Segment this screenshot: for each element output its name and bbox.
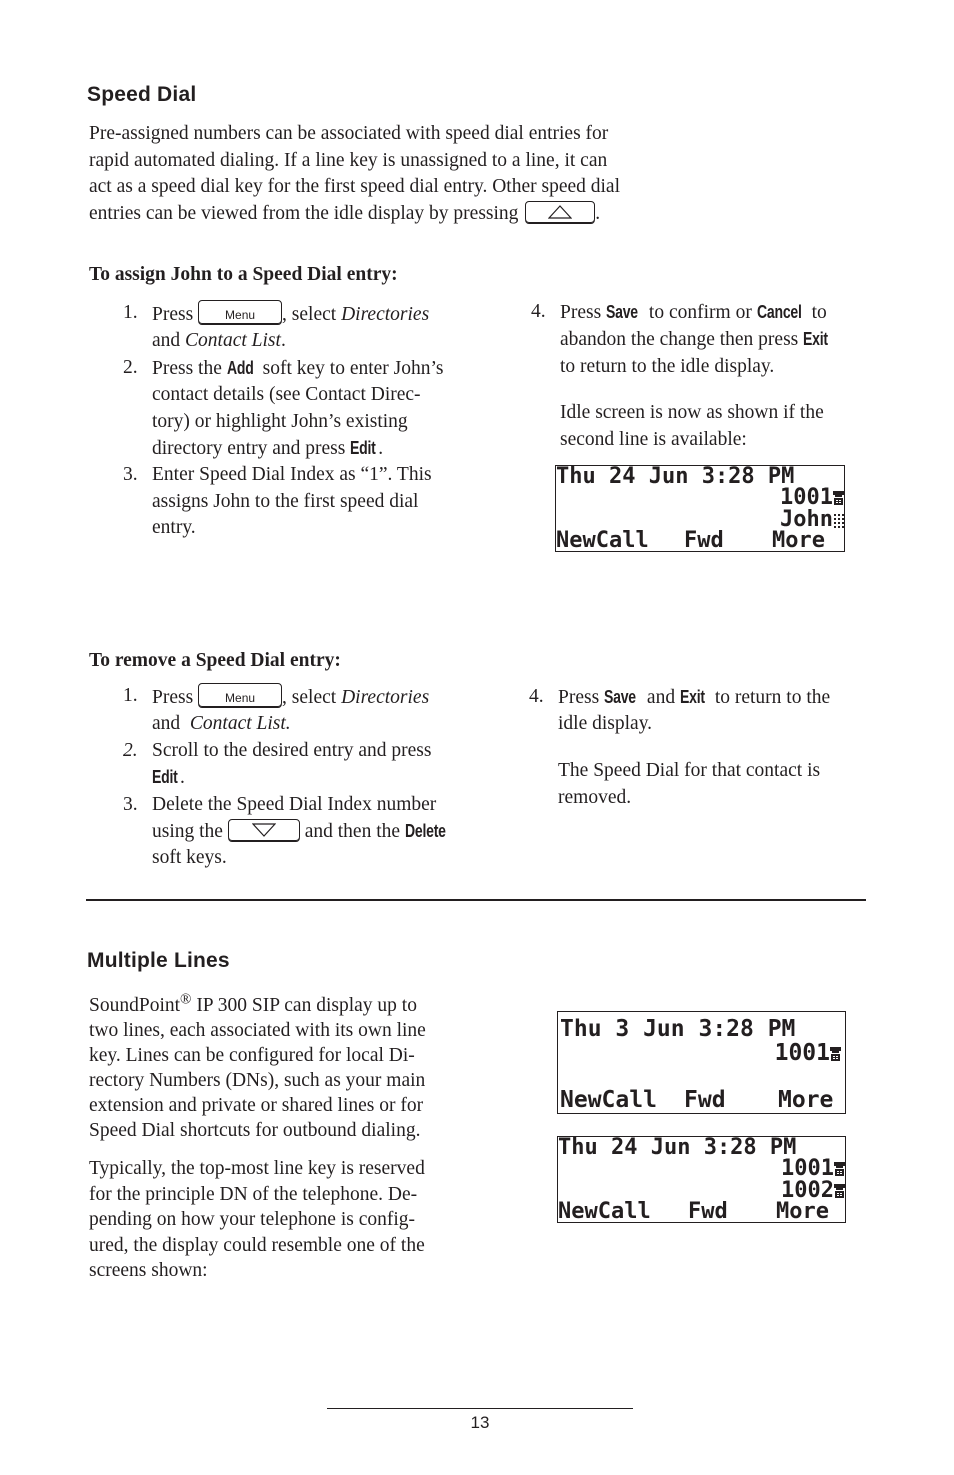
down-arrow-key-icon bbox=[228, 819, 300, 841]
lcd-single-line-screen bbox=[557, 1011, 846, 1114]
speed-dial-grid-icon bbox=[833, 513, 844, 528]
lcd-two-line-screen bbox=[557, 1136, 846, 1223]
menu-key-icon: Menu bbox=[198, 300, 282, 324]
remove-step-1: 1. Press Menu , select Directories and Contact List. bbox=[123, 685, 430, 735]
assign-step-3: 3. Enter Speed Dial Index as “1”. This assigns John to the first speed dial entry. bbox=[123, 464, 432, 539]
line-phone-icon bbox=[834, 1162, 845, 1177]
soft-key-exit: Exit bbox=[803, 329, 828, 350]
soft-key-edit: Edit bbox=[152, 767, 178, 788]
lcd-speed-dial-screen bbox=[555, 465, 845, 552]
remove-step-4: 4. Press Save and Exit to return to the idle display. bbox=[529, 686, 831, 735]
lcd-softkey-fwd: Fwd bbox=[684, 528, 724, 553]
lcd-date-time: Thu 3 Jun 3:28 PM bbox=[560, 1016, 796, 1042]
lcd-date-time: Thu 24 Jun 3:28 PM bbox=[556, 464, 795, 489]
intro-line: rapid automated dialing. If a line key is unassigned to a line, it can bbox=[89, 149, 608, 171]
section-divider bbox=[86, 899, 866, 901]
lcd-softkey-newcall: NewCall bbox=[556, 528, 649, 553]
intro-line: Pre-assigned numbers can be associated with speed dial entries for bbox=[89, 123, 609, 144]
soft-key-save: Save bbox=[606, 302, 638, 322]
lcd-date-time: Thu 24 Jun 3:28 PM bbox=[558, 1135, 797, 1160]
multiple-lines-para-1: SoundPoint® IP 300 SIP can display up to two lines, each associated with its own line key. Lines can be configured for local Di- rectory Numbers (DNs), such as your main extension and private or shared lines or for Speed Dial shortcuts for outbound dialing. bbox=[89, 991, 426, 1141]
soft-key-exit: Exit bbox=[679, 687, 705, 707]
assign-step-4: 4. Press Save to confirm or Cancel to abandon the change then press Exit to return to the idle display. bbox=[531, 301, 828, 377]
lcd-softkey-fwd: Fwd bbox=[684, 1087, 726, 1113]
assign-title: To assign John to a Speed Dial entry: bbox=[89, 264, 398, 285]
remove-step-2: 2. Scroll to the desired entry and press Edit . bbox=[123, 738, 493, 792]
soft-key-edit: Edit bbox=[350, 438, 376, 459]
line-phone-icon bbox=[833, 491, 844, 506]
line-phone-icon bbox=[834, 1184, 845, 1199]
lcd-line-1002: 1002 bbox=[781, 1180, 845, 1202]
multiple-lines-para-2: Typically, the top-most line key is reserved for the principle DN of the telephone. De- pending on how your telephone is config- ured, the display could resemble one of the screens shown: bbox=[89, 1158, 425, 1281]
assign-step-2: 2. Press the Add soft key to enter John’s contact details (see Contact Direc- tory) or highlight John’s existing directory entry and press Edit . bbox=[123, 355, 493, 463]
speed-dial-heading: Speed Dial bbox=[87, 83, 197, 106]
lcd-line-1001: 1001 bbox=[775, 1042, 841, 1064]
assign-step-1: 1. Press Menu , select Directories and Contact List. bbox=[123, 302, 430, 352]
menu-key-icon: Menu bbox=[198, 683, 282, 707]
speed-dial-intro bbox=[89, 121, 729, 227]
lcd-softkey-more: More bbox=[778, 1087, 834, 1113]
soft-key-add: Add bbox=[226, 357, 254, 378]
lcd-line-1001: 1001 bbox=[780, 487, 844, 509]
soft-key-delete: Delete bbox=[404, 821, 446, 842]
remove-steps-right bbox=[529, 684, 869, 738]
soft-key-save: Save bbox=[604, 687, 636, 707]
up-arrow-key-icon bbox=[525, 201, 595, 223]
soft-key-cancel: Cancel bbox=[756, 302, 802, 322]
multiple-lines-heading: Multiple Lines bbox=[87, 949, 230, 972]
page-number: 13 bbox=[470, 1413, 490, 1432]
lcd-softkey-more: More bbox=[772, 528, 825, 553]
footer-rule bbox=[327, 1408, 633, 1409]
remove-title: To remove a Speed Dial entry: bbox=[89, 650, 341, 671]
lcd-line-1001: 1001 bbox=[781, 1158, 845, 1180]
remove-note: The Speed Dial for that contact is removed. bbox=[558, 760, 821, 808]
intro-line: entries can be viewed from the idle display by pressing . bbox=[89, 202, 601, 224]
lcd-speed-dial-john: John bbox=[780, 509, 844, 531]
lcd-softkey-newcall: NewCall bbox=[560, 1087, 657, 1113]
line-phone-icon bbox=[830, 1047, 841, 1062]
remove-steps-left bbox=[123, 683, 493, 872]
lcd-softkey-more: More bbox=[776, 1199, 829, 1224]
assign-note: Idle screen is now as shown if the second line is available: bbox=[560, 402, 824, 450]
remove-step-3: 3. Delete the Speed Dial Index number using the and then the Delete soft keys. bbox=[123, 793, 446, 869]
lcd-softkey-newcall: NewCall bbox=[558, 1199, 651, 1224]
assign-steps-right bbox=[531, 299, 871, 380]
assign-steps-left bbox=[123, 300, 493, 542]
lcd-softkey-fwd: Fwd bbox=[688, 1199, 728, 1224]
intro-line: act as a speed dial key for the first speed dial entry. Other speed dial bbox=[89, 176, 620, 197]
